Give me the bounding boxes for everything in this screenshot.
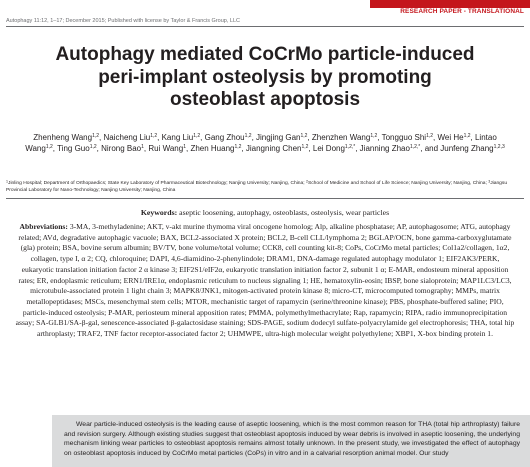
author-entry (103, 133, 161, 142)
author-affiliation-mark: 1,2,3 (493, 143, 505, 150)
author-entry (57, 144, 101, 153)
author-entry (205, 133, 256, 142)
keywords-text: aseptic loosening, autophagy, osteoblasts, osteolysis, wear particles (177, 208, 390, 217)
author-name: Wei He (437, 133, 464, 142)
affiliation-number: 2 (305, 179, 308, 184)
author-entry (148, 144, 190, 153)
author-separator: , (99, 133, 104, 142)
author-list (22, 133, 508, 154)
author-separator: , (96, 143, 102, 153)
author-affiliation-mark: 1,2 (45, 143, 53, 150)
author-entry (33, 133, 103, 142)
keywords-label: Keywords: (140, 208, 178, 217)
author-name: Gang Zhou (204, 133, 245, 142)
author-separator: , (185, 143, 191, 153)
article-title (20, 44, 510, 112)
keywords (10, 208, 520, 218)
author-separator: , (307, 133, 312, 142)
author-affiliation-mark: 1,2 (300, 133, 308, 139)
abstract-box (52, 415, 530, 467)
author-affiliation-mark: 1,2 (426, 133, 434, 139)
author-name: Jiangning Chen (245, 143, 302, 153)
abbreviations (14, 222, 516, 340)
affiliations (6, 180, 524, 194)
author-affiliation-mark: 1,2 (150, 133, 158, 139)
header-accent-bar (370, 0, 530, 8)
author-name: Nirong Bao (101, 143, 142, 153)
author-entry (382, 133, 438, 142)
affiliation-number: 1 (6, 179, 8, 184)
title-line-3: osteoblast apoptosis (169, 89, 361, 110)
author-name: Zhenzhen Wang (311, 133, 371, 142)
author-affiliation-mark: 1,2 (301, 143, 309, 150)
author-separator: , (470, 133, 475, 142)
author-name: Lintao Wang (25, 133, 497, 153)
author-name: Lei Dong (312, 143, 345, 153)
title-line-2: peri-implant osteolysis by promoting (98, 66, 432, 88)
author-name: Rui Wang (148, 143, 184, 153)
author-affiliation-mark: 1,2 (234, 143, 242, 150)
author-name: Kang Liu (161, 133, 194, 142)
author-name: Tongguo Shi (381, 133, 427, 142)
author-separator: , (433, 133, 438, 142)
author-affiliation-mark: 1,2 (92, 133, 100, 139)
author-name: Zhen Huang (190, 143, 235, 153)
affiliation-text: Jiangsu Provincial Laboratory for Nano-Technology; Nanjing University; Nanjing, China (6, 181, 508, 193)
author-affiliation-mark: 1 (183, 143, 186, 150)
author-name: Ting Guo (57, 143, 90, 153)
author-affiliation-mark: 1,2 (244, 133, 252, 139)
author-name: and Junfeng Zhang (424, 143, 494, 153)
author-entry (425, 144, 505, 153)
author-separator: , (420, 143, 425, 153)
author-affiliation-mark: 1,2 (193, 133, 201, 139)
author-name: Zhenheng Wang (33, 133, 93, 142)
author-separator: , (377, 133, 382, 142)
author-separator: , (308, 143, 313, 153)
author-separator: , (157, 133, 162, 142)
affiliation-number: 3 (488, 179, 491, 184)
affiliation-rule (6, 198, 524, 199)
author-affiliation-mark: 1,2,* (344, 143, 356, 150)
author-name: Naicheng Liu (103, 133, 151, 142)
header-rule (6, 26, 524, 27)
header-bar (0, 0, 530, 8)
author-entry (162, 133, 205, 142)
author-affiliation-mark: 1,2 (463, 133, 471, 139)
author-name: Jianning Zhao (359, 143, 410, 153)
author-affiliation-mark: 1,2 (370, 133, 378, 139)
author-entry (312, 133, 382, 142)
section-label: RESEARCH PAPER - TRANSLATIONAL (400, 8, 524, 15)
author-separator: , (241, 143, 246, 153)
abbreviations-text: 3-MA, 3-methyladenine; AKT, v-akt murine thymoma viral oncogene homolog; Alp, alkaline phosphatase; AP, autophagosome; ATG, autophagy related; AVd, degradative autophagic vacuole; BAX, BCL2-associated X protein; BCL2, B-cell CLL/lymphoma 2; BGLAP/OCN, bone gamma-carboxyglutamate (gla) protein; BSA, bovine serum albumin; BV/TV, bone volume/total volume; CCK8, cell counting kit-8; CoPs, CoCrMo metal particles; Col1a2/collagen, 1α2, collagen, type I, α 2; CQ, chloroquine; DAPI, 4,6-diamidino-2-phenylindole; DRAM1, DNA-damage regulated autophagy modulator 1; EIF2AK3/PERK, eukaryotic translation initiation factor 2 α kinase 3; EIF2S1/eIF2α, eukaryotic translation initiation factor 2, subunit 1 α; E-MAR, endosteum mineral apposition rates; ER, endoplasmic reticulum; ERN1/IRE1α, endoplasmic reticulum to nucleus signaling 1; HE, hematoxylin-eosin; IBSP, bone sialoprotein; MAP1LC3/LC3, microtubule-associated protein 1 light chain 3; MAPK8/JNK1, mitogen-activated protein kinase 8; micro-CT, microcomputed tomography; MMPs, matrix metallopeptidases; MSCs, mesenchymal stem cells; MTOR, mechanistic target of rapamycin (serine/threonine kinase); PBS, phosphate-buffered saline; PIO, particle-induced osteolysis; P-MAR, periosteum mineral apposition rates; PMMA, polymethylmethacrylate; Rap, rapamycin; RIPA, radio immunoprecipitation assay; SA-GLB1/SA-β-gal, senescence-associated β-galactosidase staining; SDS-PAGE, sodium dodecyl sulfate-polyacrylamide gel electrophoresis; THA, total hip arthroplasty; TRAF2, TNF factor receptor-associated factor 2; UHMWPE, ultra-high molecular weight polyethylene; XBP1, X-box binding protein 1. (15, 222, 515, 339)
author-entry (437, 133, 475, 142)
author-affiliation-mark: 1 (141, 143, 144, 150)
author-entry (313, 144, 360, 153)
author-separator: , (143, 143, 149, 153)
abstract-text: Wear particle-induced osteolysis is the leading cause of aseptic loosening, which is the most common reason for THA (total hip arthroplasty) failure and revision surgery. Although existing studies suggest that osteoblast apoptosis induced by wear debris is involved in aseptic loosening, the underlying mechanism linking wear particles to osteoblast apoptosis remains almost totally unknown. In the present study, we investigated the effect of autophagy on osteoblast apoptosis induced by CoCrMo metal particles (CoPs) in vitro and in a calvarial resorption animal model. Our study (64, 421, 520, 457)
author-entry (190, 144, 245, 153)
author-entry (246, 144, 313, 153)
author-affiliation-mark: 1,2 (89, 143, 97, 150)
author-separator: , (200, 133, 205, 142)
journal-citation: Autophagy 11:12, 1–17; December 2015; Published with license by Taylor & Francis Group, LLC (6, 18, 240, 24)
affiliation-text: School of Medicine and School of Life Science; Nanjing University; Nanjing, China; (307, 181, 489, 186)
author-separator: , (52, 143, 58, 153)
affiliation-text: Jinling Hospital; Department of Orthopaedics; State Key Laboratory of Pharmaceutical Biotechnology; Nanjing University; Nanjing, China; (8, 181, 306, 186)
author-separator: , (251, 133, 257, 142)
abbreviations-label: Abbreviations: (19, 222, 68, 231)
author-entry (101, 144, 148, 153)
title-line-1: Autophagy mediated CoCrMo particle-induced (55, 44, 475, 65)
author-affiliation-mark: 1,2,* (409, 143, 421, 150)
author-entry (360, 144, 425, 153)
author-name: Jingjing Gan (256, 133, 301, 142)
author-entry (256, 133, 312, 142)
author-separator: , (355, 143, 360, 153)
